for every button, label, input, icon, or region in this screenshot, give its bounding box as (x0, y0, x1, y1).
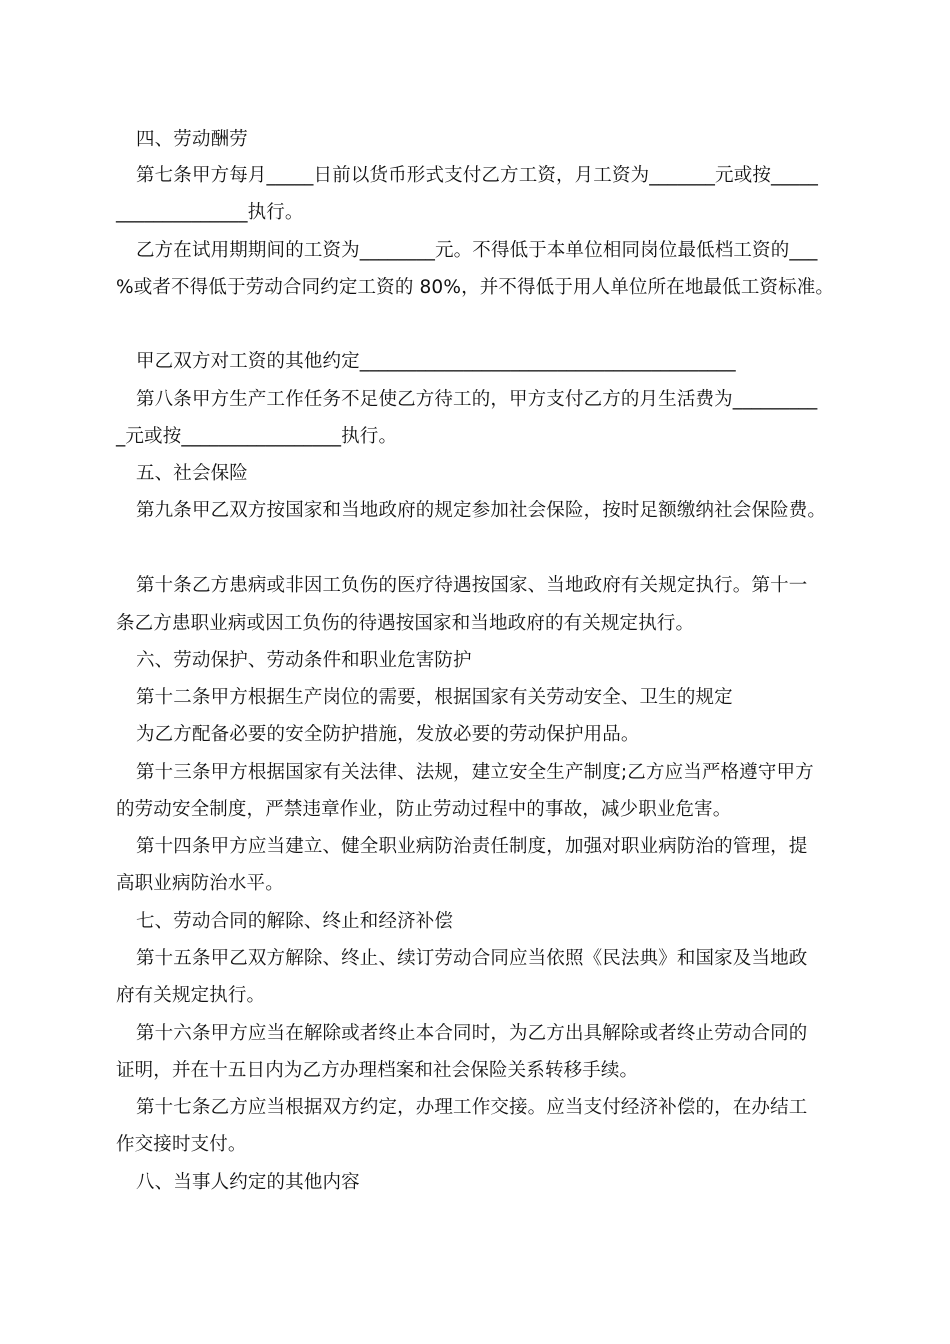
article-14-line-2: 高职业病防治水平。 (116, 873, 284, 894)
article-16-line-1: 第十六条甲方应当在解除或者终止本合同时，为乙方出具解除或者终止劳动合同的 (136, 1023, 808, 1044)
probation-wage-line-1: 乙方在试用期期间的工资为________元。不得低于本单位相同岗位最低档工资的___ (136, 240, 818, 261)
article-16-line-2: 证明，并在十五日内为乙方办理档案和社会保险关系转移手续。 (116, 1060, 639, 1081)
article-15-line-1: 第十五条甲乙双方解除、终止、续订劳动合同应当依照《民法典》和国家及当地政 (136, 948, 808, 969)
section-heading-4: 四、劳动酬劳 (136, 129, 248, 150)
article-15-line-2: 府有关规定执行。 (116, 985, 266, 1006)
article-13-line-2: 的劳动安全制度，严禁违章作业，防止劳动过程中的事故，减少职业危害。 (116, 799, 732, 820)
article-7-line-1: 第七条甲方每月_____日前以货币形式支付乙方工资，月工资为_______元或按_____ (136, 165, 819, 186)
article-12-line-2: 为乙方配备必要的安全防护措施，发放必要的劳动保护用品。 (136, 724, 640, 745)
article-10-line-2: 条乙方患职业病或因工负伤的待遇按国家和当地政府的有关规定执行。 (116, 613, 695, 634)
section-heading-8: 八、当事人约定的其他内容 (136, 1172, 360, 1193)
article-12-line-1: 第十二条甲方根据生产岗位的需要，根据国家有关劳动安全、卫生的规定 (136, 687, 733, 708)
article-17-line-1: 第十七条乙方应当根据双方约定，办理工作交接。应当支付经济补偿的，在办结工 (136, 1097, 808, 1118)
article-17-line-2: 作交接时支付。 (116, 1134, 247, 1155)
article-9: 第九条甲乙双方按国家和当地政府的规定参加社会保险，按时足额缴纳社会保险费。 (136, 500, 827, 521)
section-heading-5: 五、社会保险 (136, 463, 248, 484)
article-10-line-1: 第十条乙方患病或非因工负伤的医疗待遇按国家、当地政府有关规定执行。第十一 (136, 575, 808, 596)
section-heading-7: 七、劳动合同的解除、终止和经济补偿 (136, 911, 454, 932)
probation-wage-line-2: %或者不得低于劳动合同约定工资的 80%，并不得低于用人单位所在地最低工资标准。 (116, 277, 835, 298)
article-8-line-1: 第八条甲方生产工作任务不足使乙方待工的，甲方支付乙方的月生活费为_________ (136, 389, 818, 410)
article-14-line-1: 第十四条甲方应当建立、健全职业病防治责任制度，加强对职业病防治的管理，提 (136, 836, 808, 857)
other-wage-agreement: 甲乙双方对工资的其他约定________________________________________ (136, 351, 736, 372)
article-13-line-1: 第十三条甲方根据国家有关法律、法规，建立安全生产制度;乙方应当严格遵守甲方 (136, 762, 814, 783)
article-8-line-2: _元或按_________________执行。 (116, 426, 398, 447)
section-heading-6: 六、劳动保护、劳动条件和职业危害防护 (136, 650, 472, 671)
article-7-line-2: ______________执行。 (116, 202, 304, 223)
